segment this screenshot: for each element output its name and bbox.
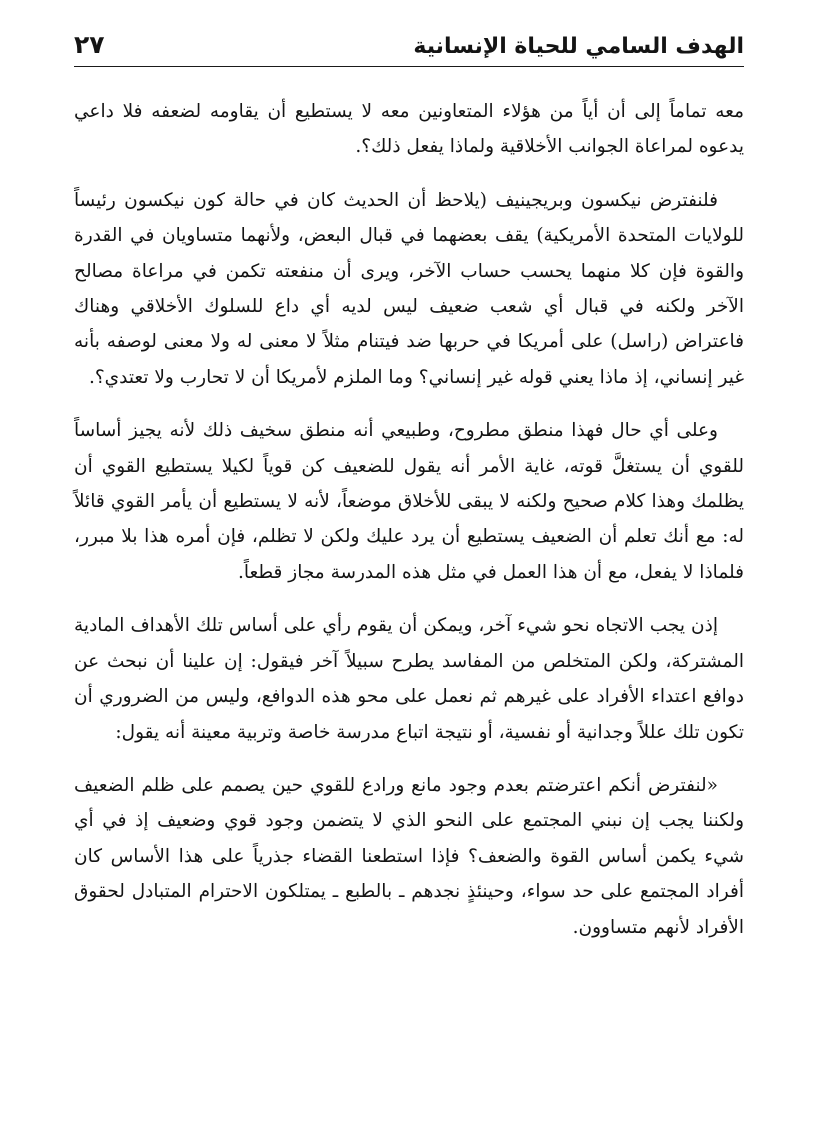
running-header (74, 28, 744, 68)
paragraph-4: إذن يجب الاتجاه نحو شيء آخر، ويمكن أن يقوم رأي على أساس تلك الأهداف المادية المشتركة، ولكن المتخلص من المفاسد يطرح سبيلاً آخر فيقول: إن علينا أن نبحث عن دوافع اعتداء الأفراد على غيرهم ثم نعمل على محو هذه الدوافع، وليس من الضروري أن تكون تلك عللاً وجدانية أو نفسية، أو نتيجة اتباع مدرسة خاصة وتربية معينة أنه يقول: (74, 615, 744, 743)
page-body (74, 94, 744, 945)
header-rule (74, 66, 744, 67)
paragraph-2: فلنفترض نيكسون وبريجينيف (يلاحظ أن الحديث كان في حالة كون نيكسون رئيساً للولايات المتحدة الأمريكية) يقف بعضهما في قبال البعض، ولأنهما متساويان في القدرة والقوة فإن كلا منهما يحسب حساب الآخر، ويرى أن منفعته تكمن في مراعاة مصالح الآخر ولكنه في قبال أي شعب ضعيف ليس لديه أي داع للسلوك الأخلاقي وهناك فاعتراض (راسل) على أمريكا في حربها ضد فيتنام مثلاً لا معنى له ولا معنى لوصفه بأنه غير إنساني، إذ ماذا يعني قوله غير إنساني؟ وما الملزم لأمريكا أن لا تحارب ولا تعتدي؟. (74, 189, 744, 388)
page-number: ٢٧ (74, 30, 105, 59)
quoted-paragraph: «لنفترض أنكم اعترضتم بعدم وجود مانع ورادع للقوي حين يصمم على ظلم الضعيف ولكننا يجب إن نبني المجتمع على النحو الذي لا يتضمن وجود قوي وضعيف إذ في أي شيء يكمن أساس القوة والضعف؟ فإذا استطعنا القضاء جذرياً على هذا الأساس كان أفراد المجتمع على حد سواء، وحينئذٍ نجدهم ـ بالطبع ـ يمتلكون الاحترام المتبادل لحقوق الأفراد لأنهم متساوون. (74, 774, 744, 938)
paragraph-1: معه تماماً إلى أن أياً من هؤلاء المتعاونين معه لا يستطيع أن يقاومه لضعفه فلا داعي يدعوه لمراعاة الجوانب الأخلاقية ولماذا يفعل ذلك؟. (74, 101, 744, 158)
paragraph-3: وعلى أي حال فهذا منطق مطروح، وطبيعي أنه منطق سخيف ذلك لأنه يجيز أساساً للقوي أن يستغلَّ قوته، غاية الأمر أنه يقول للضعيف كن قوياً لكيلا يستطيع القوي أن يظلمك وهذا كلام صحيح ولكنه لا يبقى للأخلاق موضعاً، لأنه لا يستطيع أن يأمر القوي قائلاً له: مع أنك تعلم أن الضعيف يستطيع أن يرد عليك ولكن لا تظلم، فإن أمره هذا بلا مبرر، فلماذا لا يفعل، مع أن هذا العمل في مثل هذه المدرسة مجاز قطعاً. (74, 420, 744, 583)
header-title: الهدف السامي للحياة الإنسانية (413, 34, 744, 59)
